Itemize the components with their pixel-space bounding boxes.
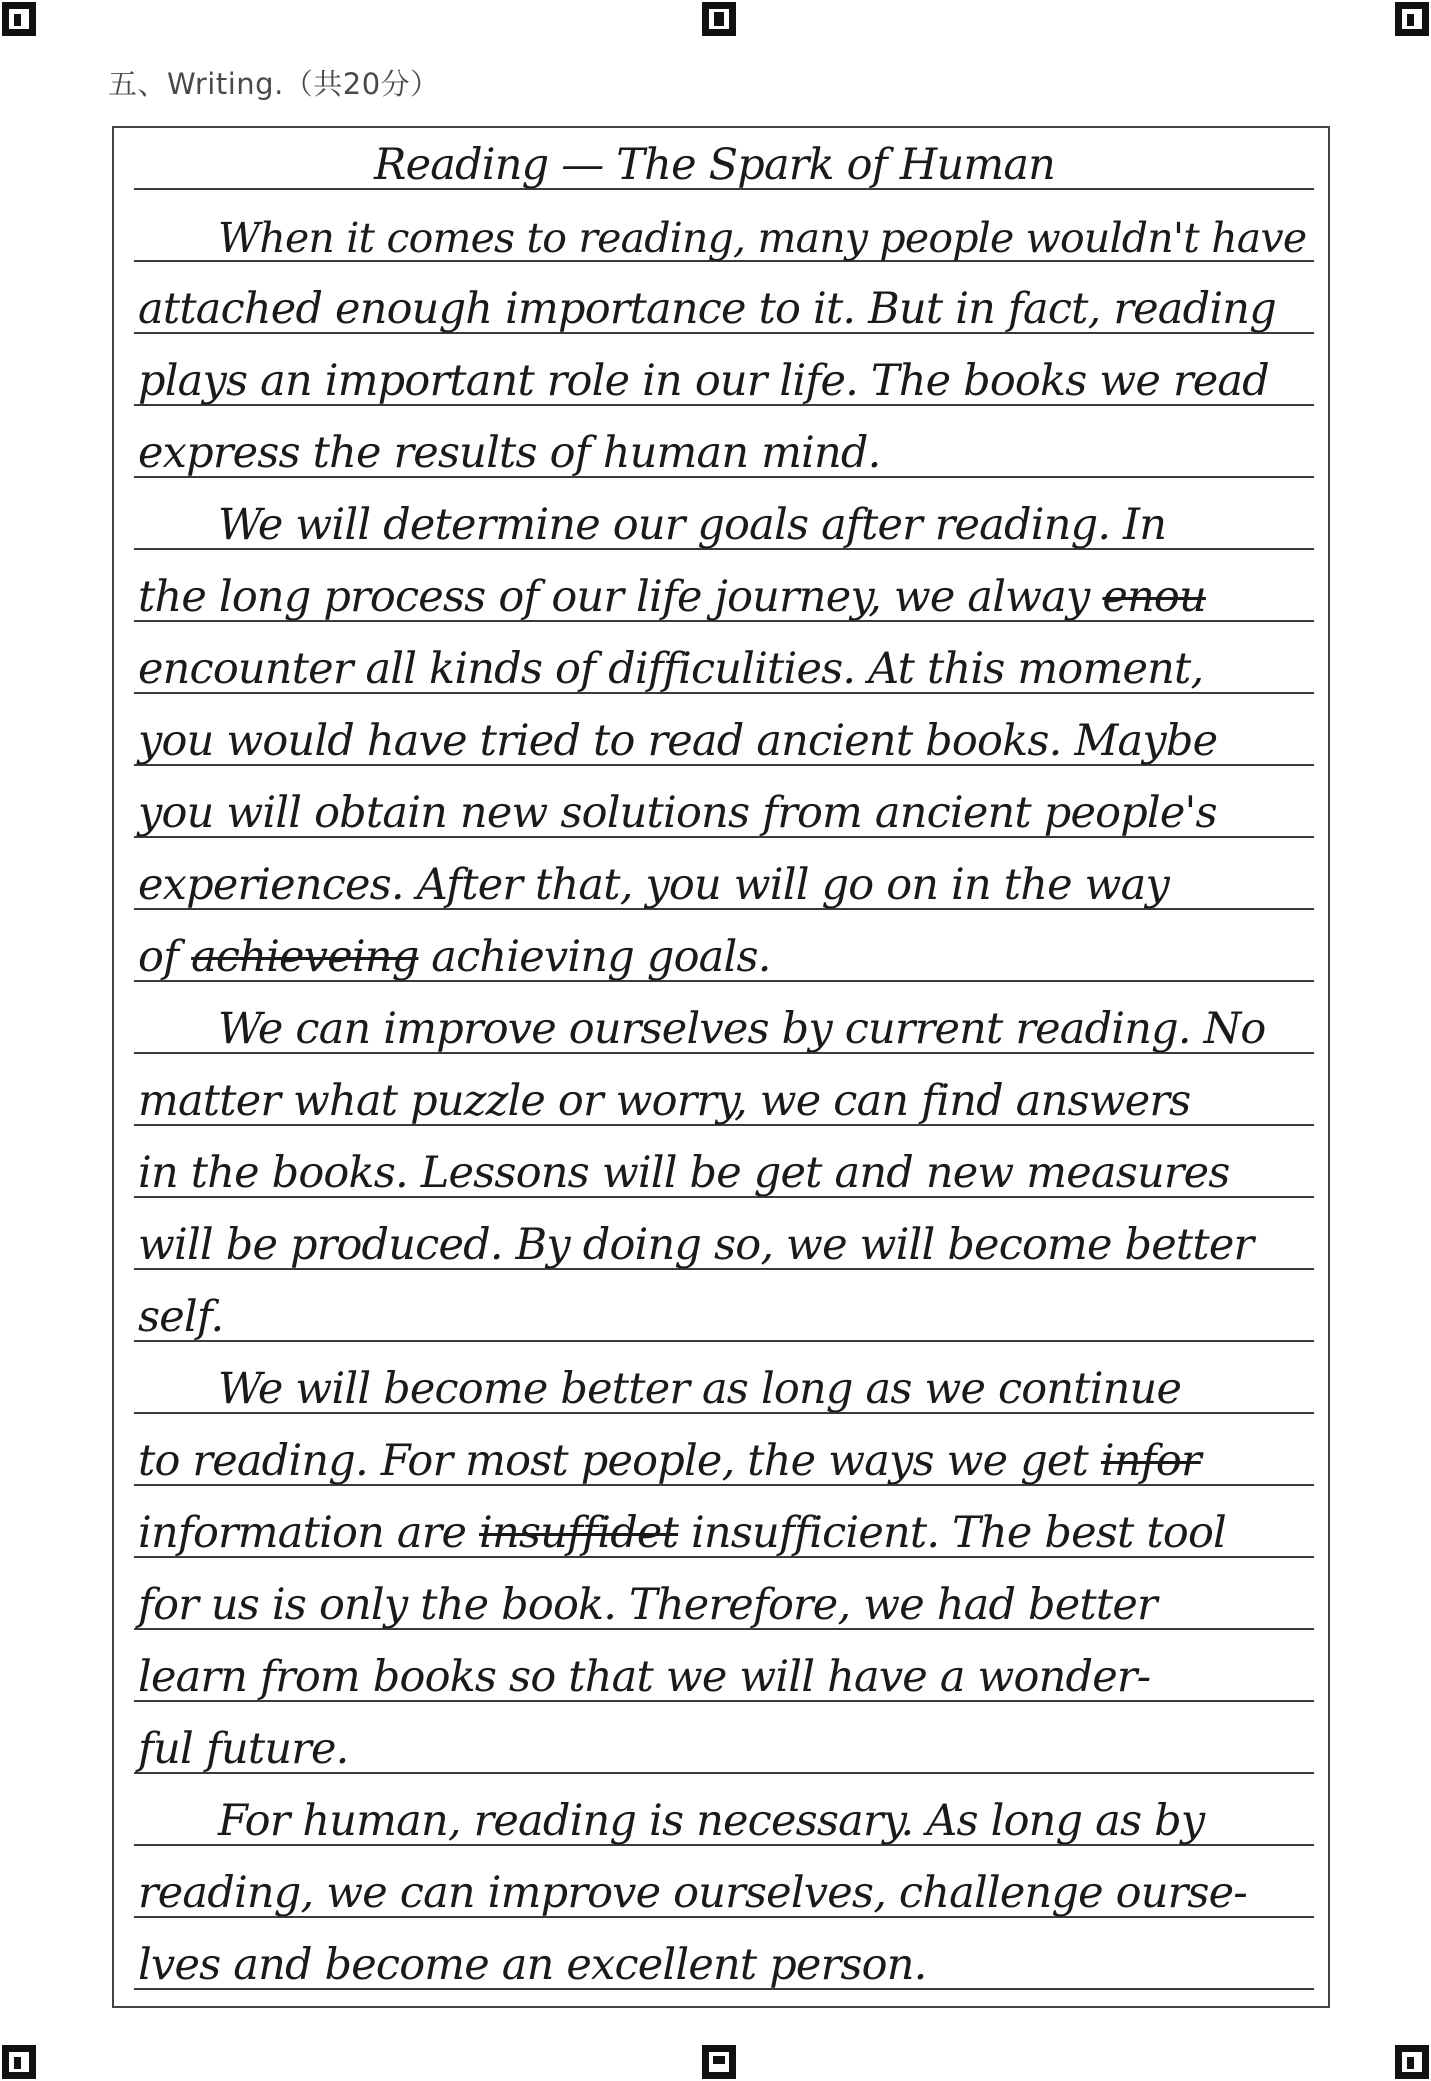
essay-line-text [138, 788, 1217, 838]
essay-line [134, 766, 1314, 838]
essay-line-text [138, 572, 1206, 622]
handwritten-text: self. [138, 1292, 224, 1342]
essay-line-text [138, 1076, 1191, 1126]
handwritten-text: encounter all kinds of difficulities. At this moment, [138, 644, 1204, 694]
essay-line [134, 550, 1314, 622]
essay-line-text [138, 644, 1204, 694]
essay-line [134, 406, 1314, 478]
handwritten-text: of [138, 932, 179, 982]
essay-line [134, 1702, 1314, 1774]
essay-line-text [138, 1940, 927, 1990]
handwritten-text: plays an important role in our life. The books we read [138, 356, 1269, 406]
essay-line-text [138, 428, 881, 478]
essay-line-text [138, 1148, 1230, 1198]
essay-title-line [134, 118, 1314, 190]
handwritten-text: lves and become an excellent person. [138, 1940, 927, 1990]
handwritten-text: you will obtain new solutions from ancient people's [138, 788, 1217, 838]
handwritten-text: learn from books so that we will have a wonder- [138, 1652, 1151, 1702]
essay-line [134, 262, 1314, 334]
essay-line-text [138, 860, 1169, 910]
essay-line-text [218, 500, 1167, 550]
crossed-out-word: achieveing [191, 932, 419, 982]
handwritten-text: We will determine our goals after reading. In [218, 500, 1167, 550]
essay-line-text [138, 1724, 349, 1774]
essay-line [134, 838, 1314, 910]
essay-line-text [138, 716, 1218, 766]
essay-line [134, 1774, 1314, 1846]
registration-marker-bottom-center [702, 2045, 736, 2079]
essay-line-text [138, 1868, 1248, 1918]
handwritten-text: attached enough importance to it. But in fact, reading [138, 284, 1276, 334]
handwritten-text: express the results of human mind. [138, 428, 881, 478]
handwritten-text: information are [138, 1508, 467, 1558]
registration-marker-bottom-left [2, 2045, 36, 2079]
essay-line [134, 1126, 1314, 1198]
handwritten-text: ful future. [138, 1724, 349, 1774]
essay-line-text [218, 214, 1307, 262]
registration-marker-top-left [2, 2, 36, 36]
essay-line-text [218, 1004, 1266, 1054]
handwritten-text: to reading. For most people, the ways we get [138, 1436, 1089, 1486]
handwritten-text: We can improve ourselves by current reading. No [218, 1004, 1266, 1054]
essay-line [134, 1846, 1314, 1918]
essay-line-text [138, 1508, 1227, 1558]
handwritten-text: experiences. After that, you will go on in the way [138, 860, 1169, 910]
essay-line-text [138, 1580, 1157, 1630]
essay-line-text [374, 140, 1056, 190]
essay-line [134, 1630, 1314, 1702]
essay-line [134, 1198, 1314, 1270]
handwritten-text: Reading — The Spark of Human [374, 140, 1056, 190]
essay-line [134, 1270, 1314, 1342]
registration-marker-top-right [1395, 2, 1429, 36]
handwritten-text: in the books. Lessons will be get and new measures [138, 1148, 1230, 1198]
essay-line-text [138, 356, 1269, 406]
essay-line [134, 1342, 1314, 1414]
handwritten-text: insufficient. The best tool [690, 1508, 1227, 1558]
essay-line [134, 1414, 1314, 1486]
essay-line-text [138, 1652, 1151, 1702]
essay-line [134, 622, 1314, 694]
essay-line-text [218, 1364, 1182, 1414]
essay-line [134, 334, 1314, 406]
handwritten-text: matter what puzzle or worry, we can find answers [138, 1076, 1191, 1126]
crossed-out-word: enou [1102, 572, 1206, 622]
essay-line-text [138, 1220, 1254, 1270]
registration-marker-top-center [702, 2, 736, 36]
handwritten-text: We will become better as long as we continue [218, 1364, 1182, 1414]
essay-line-text [138, 284, 1276, 334]
crossed-out-word: infor [1100, 1436, 1201, 1486]
handwritten-text: When it comes to reading, many people wouldn't have [218, 214, 1307, 262]
essay-line-text [138, 932, 771, 982]
crossed-out-word: insuffidet [479, 1508, 679, 1558]
handwritten-text: achieving goals. [431, 932, 771, 982]
handwritten-text: you would have tried to read ancient books. Maybe [138, 716, 1218, 766]
essay-line-text [138, 1436, 1201, 1486]
essay-line [134, 1558, 1314, 1630]
handwritten-text: reading, we can improve ourselves, challenge ourse- [138, 1868, 1248, 1918]
essay-line [134, 694, 1314, 766]
essay-line [134, 1054, 1314, 1126]
essay-line [134, 982, 1314, 1054]
handwritten-text: For human, reading is necessary. As long as by [218, 1796, 1205, 1846]
essay-line [134, 1486, 1314, 1558]
section-heading: 五、Writing.（共20分） [108, 67, 440, 101]
ruled-writing-lines [134, 118, 1314, 1990]
registration-marker-bottom-right [1395, 2045, 1429, 2079]
handwritten-text: the long process of our life journey, we alway [138, 572, 1090, 622]
essay-line-text [218, 1796, 1205, 1846]
essay-line [134, 478, 1314, 550]
essay-line [134, 1918, 1314, 1990]
essay-line-text [138, 1292, 224, 1342]
essay-line [134, 910, 1314, 982]
handwritten-text: will be produced. By doing so, we will become better [138, 1220, 1254, 1270]
essay-line [134, 190, 1314, 262]
handwritten-text: for us is only the book. Therefore, we had better [138, 1580, 1157, 1630]
